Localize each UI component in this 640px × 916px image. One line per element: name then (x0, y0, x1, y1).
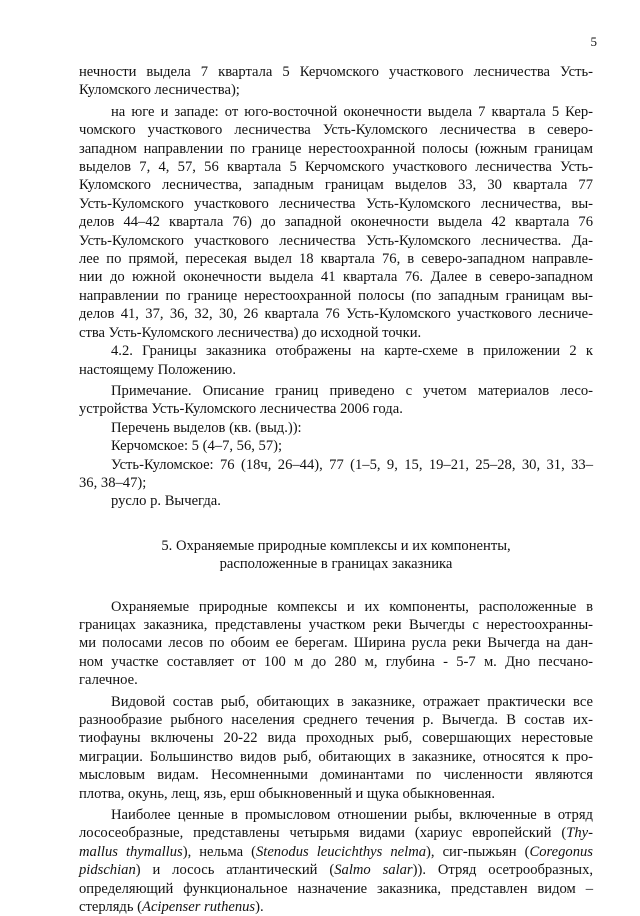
text-line: разнообразие рыбного населения среднего течения р. Вычегда. В состав их- (79, 712, 593, 728)
latin-name: Stenodus leucichthys nelma (255, 843, 427, 860)
text-line: тиофауны включены 20-22 вида проходных рыб, совершающих нерестовые (79, 730, 593, 747)
text-line: Наиболее ценные в промысловом отношении рыбы, включенные в отряд (111, 807, 593, 824)
text-line: настоящему Положению. (79, 361, 236, 378)
text-line: чомского участкового лесничества Усть-Куломского лесничества в северо- (79, 122, 593, 139)
page-number: 5 (590, 34, 597, 49)
latin-name: Thy- (566, 825, 593, 842)
text-line: 4.2. Границы заказника отображены на карте-схеме в приложении 2 к (111, 343, 593, 360)
text-line (79, 824, 593, 842)
text-line: Усть-Куломского участкового лесничества Усть-Куломского лесничества. Да- (79, 232, 593, 249)
text-line: выделов 7, 4, 57, 56 квартала 5 Керчомского участкового лесничества Усть- (79, 159, 593, 176)
latin-name: mallus thymallus (79, 843, 183, 860)
text-line: лее по прямой, пересекая выдел 18 квартала 76, в северо-западном направле- (79, 251, 593, 268)
text-line: Куломского лесничества); (79, 82, 240, 99)
latin-name: Coregonus (529, 843, 593, 860)
text-line: 36, 38–47); (79, 474, 147, 491)
heading-line: 5. Охраняемые природные комплексы и их компоненты, (161, 537, 511, 554)
text-line (79, 898, 593, 916)
paragraph-species (79, 693, 593, 803)
note-paragraph (79, 382, 593, 419)
text-run: лососеобразные, представлены четырьмя видами (хариус европейский ( (79, 825, 567, 842)
text-line: Керчомское: 5 (4–7, 56, 57); (111, 438, 283, 455)
text-line: ном участке составляет от 100 м до 280 м, глубина - 5-7 м. Дно песчано- (79, 653, 593, 670)
text-line (79, 843, 593, 861)
text-line: плотва, окунь, лещ, язь, ерш обыкновенный и щука обыкновенная. (79, 785, 496, 802)
text-line: нечности выдела 7 квартала 5 Керчомского участкового лесничества Усть- (79, 64, 593, 80)
document-body (79, 63, 593, 916)
latin-name: Salmo salar (334, 862, 413, 879)
text-run: ) и лосось атлантический ( (135, 862, 335, 879)
text-line: Примечание. Описание границ приведено с учетом материалов лесо- (111, 382, 593, 399)
text-run: ), нельма ( (182, 843, 256, 860)
text-run: )). Отряд осетрообразных, (412, 862, 594, 879)
boundary-south-west (79, 103, 593, 342)
text-line: русло р. Вычегда. (111, 493, 221, 510)
text-line: ми полосами лесов по обоим ее берегам. Ширина русла реки Вычегда на дан- (79, 635, 593, 652)
latin-name: Acipenser ruthenus (142, 899, 256, 916)
text-line: Охраняемые природные компексы и их компоненты, расположенные в (111, 598, 593, 615)
text-line: на юге и западе: от юго-восточной оконечности выдела 7 квартала 5 Кер- (111, 103, 593, 120)
text-line: Усть-Куломского участкового лесничества Усть-Куломского лесничества, вы- (79, 195, 593, 212)
text-line: Видовой состав рыб, обитающих в заказнике, отражает практически все (111, 693, 593, 710)
heading-line: расположенные в границах заказника (219, 556, 453, 573)
text-line: ства Усть-Куломского лесничества) до исходной точки. (79, 324, 422, 341)
allotment-list (79, 419, 593, 511)
text-line: определяющий функциональное назначение заказника, представлен видом – (79, 880, 593, 897)
clause-4-2 (79, 342, 593, 379)
text-line: направлении по границе нерестоохранной полосы (по западным границам вы- (79, 287, 593, 304)
text-line: делов 44–42 квартала 76) до западной оконечности выдела 42 квартала 76 (79, 214, 593, 231)
text-line: устройства Усть-Куломского лесничества 2006 года. (79, 401, 403, 418)
paragraph-valuable-fish (79, 806, 593, 916)
text-run: ), сиг-пыжьян ( (426, 843, 530, 860)
text-line (79, 861, 593, 879)
text-line: границах заказника, представлены участком реки Вычегды с нерестоохранны- (79, 616, 593, 633)
text-run: стерлядь ( (79, 899, 143, 916)
boundary-north-end (79, 63, 593, 100)
text-line: Усть-Куломское: 76 (18ч, 26–44), 77 (1–5, 9, 15, 19–21, 25–28, 30, 31, 33– (111, 456, 593, 473)
text-line: миграции. Большинство видов рыб, обитающих в заказнике, относятся к про- (79, 748, 593, 765)
text-line: Перечень выделов (кв. (выд.)): (111, 419, 302, 436)
latin-name: pidschian (79, 862, 136, 879)
text-line: мысловым видам. Несомненными доминантами по численности являются (79, 767, 593, 784)
section-5-heading (79, 537, 593, 574)
text-line: западном направлении по границе нерестоохранной полосы (южным границам (79, 140, 593, 157)
text-line: делов 41, 37, 36, 32, 30, 26 квартала 76 Усть-Куломского участкового лесниче- (79, 306, 593, 323)
text-line: нии до южной оконечности выдела 41 квартала 76. Далее в северо-западном (79, 269, 593, 286)
paragraph-complexes (79, 598, 593, 690)
text-line: галечное. (79, 672, 138, 689)
text-run: ). (255, 899, 264, 916)
text-line: Куломского лесничества, западным границам выделов 33, 30 квартала 77 (79, 177, 593, 194)
